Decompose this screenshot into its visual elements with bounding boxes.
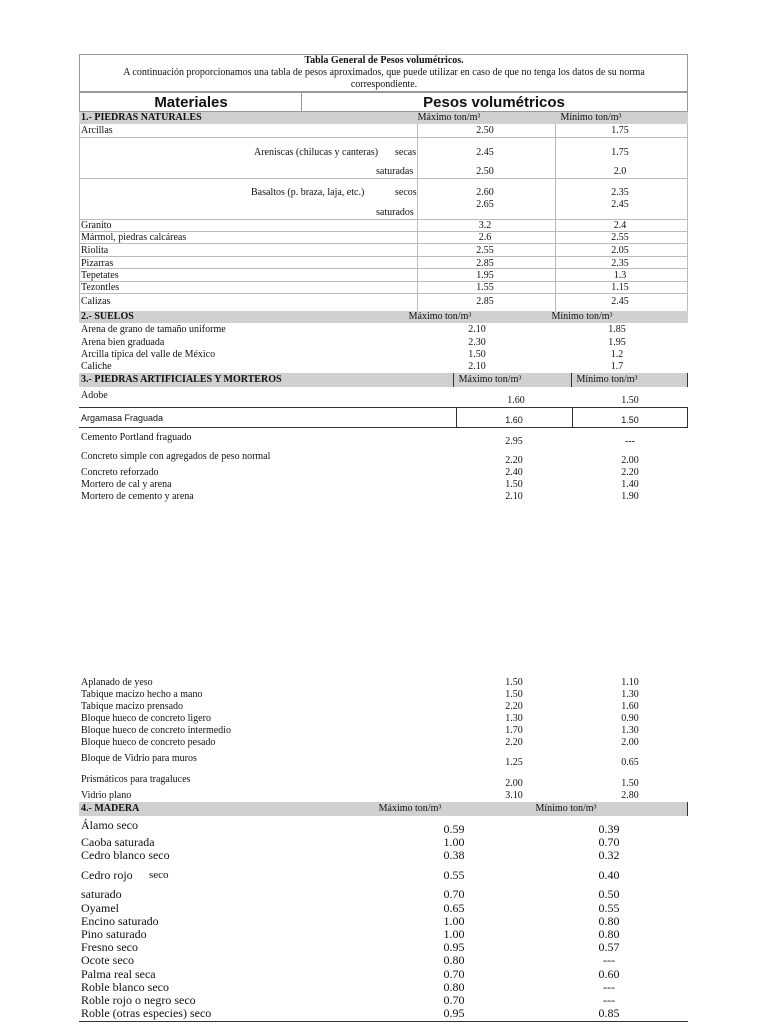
table-row: Ocote seco xyxy=(81,953,134,967)
row-argamasa: Argamasa Fraguada xyxy=(81,413,164,423)
cell-max: 2.85 xyxy=(476,296,494,307)
cell-min: 2.05 xyxy=(611,245,629,256)
cell-min: --- xyxy=(603,980,615,994)
table-row: Arcilla típica del valle de México xyxy=(81,349,216,360)
table-row: Fresno seco xyxy=(81,940,138,954)
cell-max: 2.20 xyxy=(505,701,523,712)
table-row: Concreto reforzado xyxy=(81,467,159,478)
argamasa-max: 1.60 xyxy=(505,415,523,425)
basaltos-saturados: saturados xyxy=(376,207,414,218)
table-row: Caliche xyxy=(81,361,112,372)
concreto-simple-max: 2.20 xyxy=(505,455,523,466)
max-header: Máximo ton/m³ xyxy=(378,803,442,814)
cell-max: 2.85 xyxy=(476,258,494,269)
min-header: Mínimo ton/m³ xyxy=(535,803,597,814)
cell-min: 1.3 xyxy=(613,270,627,281)
row-cedro-blanco: Cedro blanco seco xyxy=(81,848,170,862)
row-prismaticos: Prismáticos para tragaluces xyxy=(81,774,191,785)
table-row: Roble rojo o negro seco xyxy=(81,993,196,1007)
cell-max: 2.55 xyxy=(476,245,494,256)
basaltos-min2: 2.45 xyxy=(611,199,629,210)
min-header: Mínimo ton/m³ xyxy=(551,311,613,322)
section-2-title: 2.- SUELOS xyxy=(81,311,134,322)
cell-max: 0.95 xyxy=(443,1006,465,1020)
caoba-max: 1.00 xyxy=(443,835,465,849)
cell-min: 0.80 xyxy=(598,927,620,941)
row-cemento: Cemento Portland fraguado xyxy=(81,432,192,443)
cell-min: 1.10 xyxy=(621,677,639,688)
table-row: Riolita xyxy=(81,245,109,256)
table-row: Bloque hueco de concreto intermedio xyxy=(81,725,231,736)
cell-max: 2.20 xyxy=(505,737,523,748)
cemento-min: --- xyxy=(625,436,635,447)
arcillas-max: 2.50 xyxy=(476,125,494,136)
vidrio-muros-min: 0.65 xyxy=(621,757,639,768)
areniscas-min2: 2.0 xyxy=(613,166,627,177)
cell-max: 2.10 xyxy=(505,491,523,502)
cell-min: 1.40 xyxy=(621,479,639,490)
cell-max: 0.65 xyxy=(443,901,465,915)
section-1-title: 1.- PIEDRAS NATURALES xyxy=(81,112,202,123)
table-row: Pino saturado xyxy=(81,927,147,941)
section-3-title: 3.- PIEDRAS ARTIFICIALES Y MORTEROS xyxy=(81,374,282,385)
cell-max: 1.00 xyxy=(443,927,465,941)
cedro-blanco-max: 0.38 xyxy=(443,848,465,862)
cell-max: 0.70 xyxy=(443,967,465,981)
cell-max: 2.40 xyxy=(505,467,523,478)
table-row: Bloque hueco de concreto pesado xyxy=(81,737,216,748)
cell-min: 1.2 xyxy=(610,349,624,360)
basaltos-min1: 2.35 xyxy=(611,187,629,198)
cell-max: 0.70 xyxy=(443,887,465,901)
cell-min: 1.15 xyxy=(611,282,629,293)
cell-min: --- xyxy=(603,953,615,967)
row-vidrio-plano: Vidrio plano xyxy=(81,790,132,801)
cell-max: 0.70 xyxy=(443,993,465,1007)
cell-max: 1.95 xyxy=(476,270,494,281)
row-adobe: Adobe xyxy=(81,390,108,401)
basaltos-max2: 2.65 xyxy=(476,199,494,210)
cell-min: 0.85 xyxy=(598,1006,620,1020)
cedro-blanco-min: 0.32 xyxy=(598,848,620,862)
cell-max: 2.10 xyxy=(468,324,486,335)
areniscas-saturadas: saturadas xyxy=(376,166,414,177)
cell-min: --- xyxy=(603,993,615,1007)
table-row: Granito xyxy=(81,220,112,231)
cell-max: 1.50 xyxy=(505,479,523,490)
row-basaltos: Basaltos (p. braza, laja, etc.) xyxy=(251,187,365,198)
cell-min: 0.55 xyxy=(598,901,620,915)
basaltos-secos: secos xyxy=(395,187,417,198)
cell-min: 2.00 xyxy=(621,737,639,748)
table-row: Mármol, piedras calcáreas xyxy=(81,232,187,243)
cell-max: 1.00 xyxy=(443,914,465,928)
table-row: Bloque hueco de concreto ligero xyxy=(81,713,211,724)
table-row: Roble (otras especies) seco xyxy=(81,1006,212,1020)
table-row: Encino saturado xyxy=(81,914,159,928)
basaltos-max1: 2.60 xyxy=(476,187,494,198)
cell-max: 0.95 xyxy=(443,940,465,954)
cell-min: 2.55 xyxy=(611,232,629,243)
cell-min: 0.90 xyxy=(621,713,639,724)
cell-max: 1.50 xyxy=(505,689,523,700)
table-row: Aplanado de yeso xyxy=(81,677,153,688)
cell-min: 2.45 xyxy=(611,296,629,307)
cell-max: 1.30 xyxy=(505,713,523,724)
cell-min: 0.80 xyxy=(598,914,620,928)
table-row: Tezontles xyxy=(81,282,120,293)
cell-min: 1.7 xyxy=(610,361,624,372)
cell-min: 1.95 xyxy=(608,337,626,348)
cell-max: 1.55 xyxy=(476,282,494,293)
cell-min: 1.90 xyxy=(621,491,639,502)
cell-min: 1.30 xyxy=(621,689,639,700)
max-header: Máximo ton/m³ xyxy=(417,112,481,123)
adobe-min: 1.50 xyxy=(621,395,639,406)
areniscas-secas: secas xyxy=(395,147,417,158)
row-concreto-simple: Concreto simple con agregados de peso normal xyxy=(81,451,271,462)
cedro-rojo-seco: seco xyxy=(149,869,169,881)
table-row: Tabique macizo prensado xyxy=(81,701,184,712)
cell-min: 1.30 xyxy=(621,725,639,736)
cell-min: 2.20 xyxy=(621,467,639,478)
cell-max: 1.70 xyxy=(505,725,523,736)
cedro-rojo-max: 0.55 xyxy=(443,868,465,882)
cell-max: 1.50 xyxy=(468,349,486,360)
argamasa-min: 1.50 xyxy=(621,415,639,425)
intro-text-2: correspondiente. xyxy=(350,79,418,90)
cell-max: 0.80 xyxy=(443,980,465,994)
min-header: Mínimo ton/m³ xyxy=(576,374,638,385)
table-row: Calizas xyxy=(81,296,111,307)
col-pesos: Pesos volumétricos xyxy=(423,94,565,111)
cell-min: 1.60 xyxy=(621,701,639,712)
prismaticos-max: 2.00 xyxy=(505,778,523,789)
cell-max: 0.80 xyxy=(443,953,465,967)
table-row: Tepetates xyxy=(81,270,119,281)
col-materiales: Materiales xyxy=(154,94,228,111)
table-row: Mortero de cemento y arena xyxy=(81,491,194,502)
cell-min: 2.4 xyxy=(613,220,627,231)
max-header: Máximo ton/m³ xyxy=(408,311,472,322)
vidrio-muros-max: 1.25 xyxy=(505,757,523,768)
cell-min: 0.60 xyxy=(598,967,620,981)
row-cedro-rojo: Cedro rojo xyxy=(81,868,133,882)
cell-max: 2.6 xyxy=(478,232,492,243)
max-header: Máximo ton/m³ xyxy=(458,374,522,385)
cell-min: 0.50 xyxy=(598,887,620,901)
cell-min: 0.57 xyxy=(598,940,620,954)
cell-max: 3.2 xyxy=(478,220,492,231)
table-row: Oyamel xyxy=(81,901,119,915)
table-row: Mortero de cal y arena xyxy=(81,479,172,490)
table-row: Pizarras xyxy=(81,258,114,269)
table-row: Arena bien graduada xyxy=(81,337,165,348)
areniscas-max2: 2.50 xyxy=(476,166,494,177)
row-caoba: Caoba saturada xyxy=(81,835,155,849)
areniscas-max1: 2.45 xyxy=(476,147,494,158)
cell-min: 2.35 xyxy=(611,258,629,269)
page-title: Tabla General de Pesos volumétricos. xyxy=(304,55,464,66)
table-row: Palma real seca xyxy=(81,967,156,981)
intro-text: A continuación proporcionamos una tabla de pesos aproximados, que puede utilizar en caso de que no tenga los datos de su norma xyxy=(123,67,645,78)
row-alamo: Álamo seco xyxy=(81,818,138,832)
alamo-min: 0.39 xyxy=(598,822,620,836)
argamasa-box xyxy=(79,407,688,428)
concreto-simple-min: 2.00 xyxy=(621,455,639,466)
table-row: Tabique macizo hecho a mano xyxy=(81,689,203,700)
cemento-max: 2.95 xyxy=(505,436,523,447)
table-row: Roble blanco seco xyxy=(81,980,169,994)
arcillas-min: 1.75 xyxy=(611,125,629,136)
table-row: Arena de grano de tamaño uniforme xyxy=(81,324,226,335)
cell-max: 2.10 xyxy=(468,361,486,372)
vidrio-plano-min: 2.80 xyxy=(621,790,639,801)
table-row: saturado xyxy=(81,887,122,901)
alamo-max: 0.59 xyxy=(443,822,465,836)
section-4-title: 4.- MADERA xyxy=(81,803,140,814)
cell-max: 1.50 xyxy=(505,677,523,688)
cell-max: 2.30 xyxy=(468,337,486,348)
caoba-min: 0.70 xyxy=(598,835,620,849)
row-vidrio-muros: Bloque de Vidrio para muros xyxy=(81,753,197,764)
areniscas-min1: 1.75 xyxy=(611,147,629,158)
vidrio-plano-max: 3.10 xyxy=(505,790,523,801)
prismaticos-min: 1.50 xyxy=(621,778,639,789)
cedro-rojo-min: 0.40 xyxy=(598,868,620,882)
min-header: Mínimo ton/m³ xyxy=(560,112,622,123)
adobe-max: 1.60 xyxy=(507,395,525,406)
row-arcillas: Arcillas xyxy=(81,125,113,136)
row-areniscas: Areniscas (chilucas y canteras) xyxy=(254,147,379,158)
cell-min: 1.85 xyxy=(608,324,626,335)
